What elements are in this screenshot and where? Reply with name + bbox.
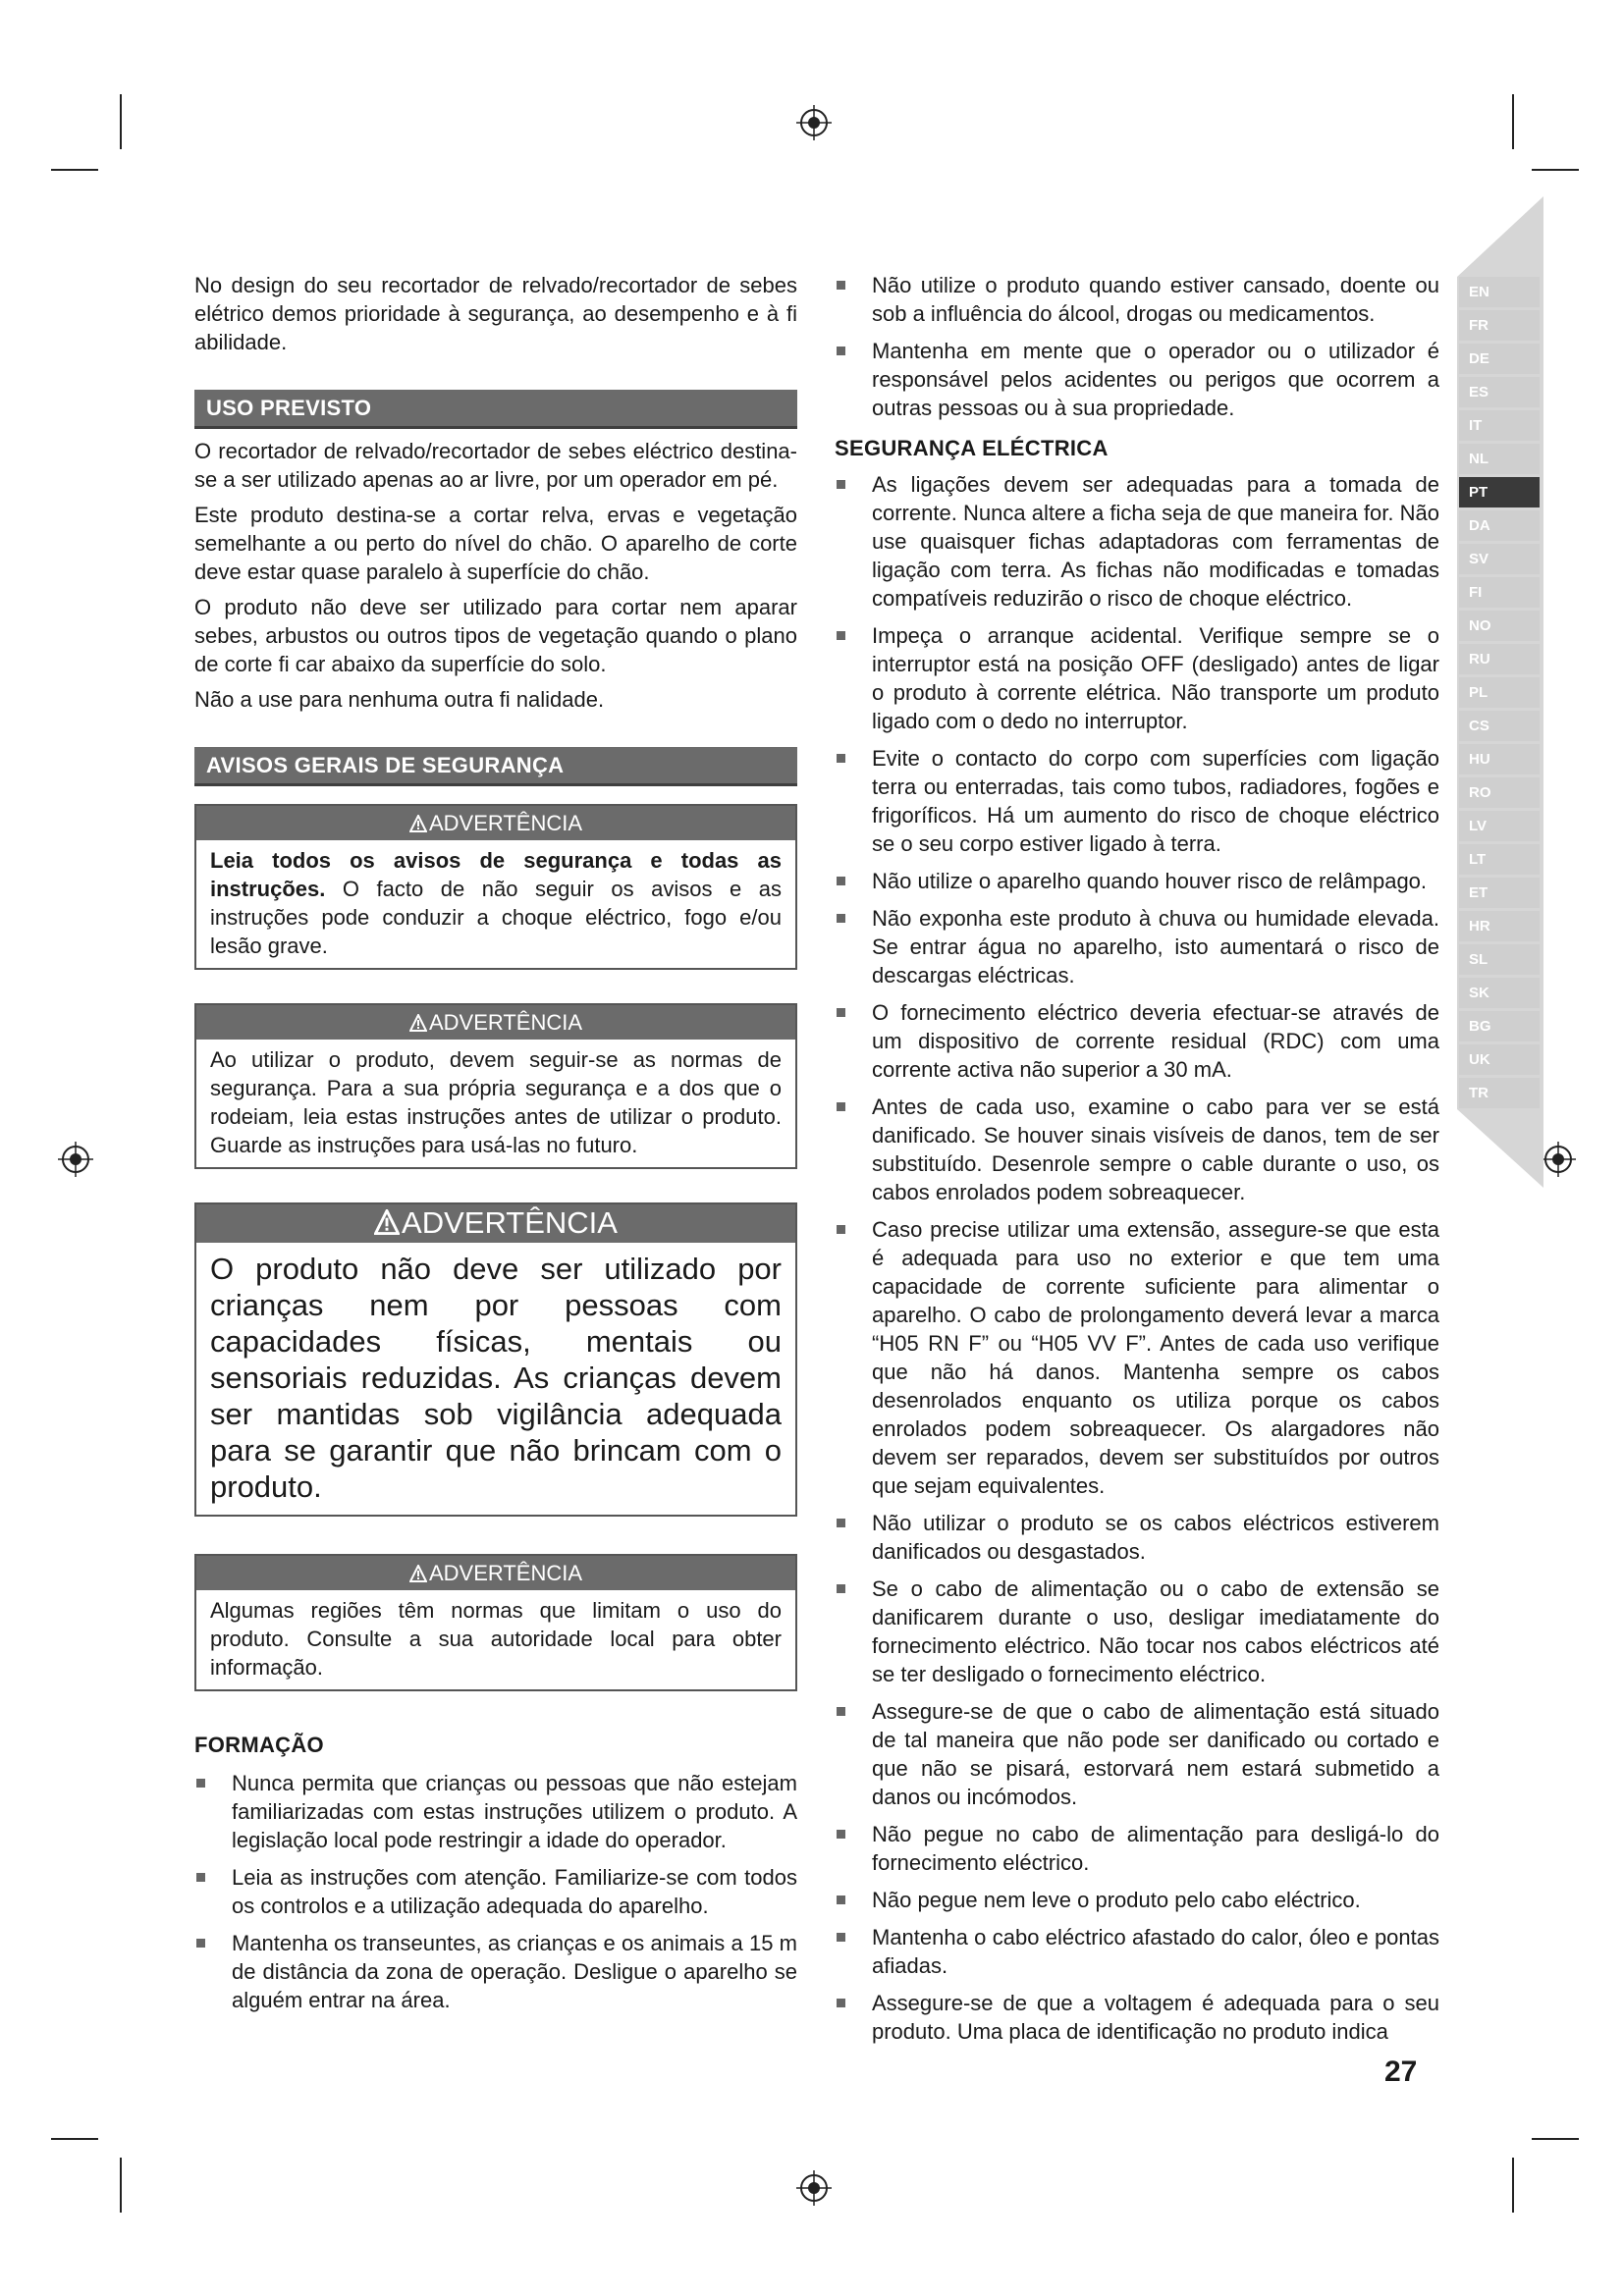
language-list [1459, 277, 1540, 1111]
list-item-text: Não pegue no cabo de alimentação para desligá-lo do fornecimento eléctrico. [872, 1822, 1439, 1875]
bullet-square-icon [837, 281, 845, 290]
list-item [835, 1509, 1439, 1566]
warning-triangle-icon [409, 1014, 427, 1032]
list-item [835, 470, 1439, 613]
list-item-text: Evite o contacto do corpo com superfícies com ligação terra ou enterradas, tais como tubos, radiadores, fogões e frigoríficos. Há um aumento do risco de choque eléctrico se o seu corpo estiver ligado à terra. [872, 746, 1439, 856]
bullet-square-icon [837, 1102, 845, 1111]
list-item [835, 337, 1439, 422]
language-tab-fi: FI [1459, 577, 1540, 608]
general-list [835, 271, 1439, 422]
bullet-square-icon [837, 877, 845, 885]
list-item-text: Não utilize o produto quando estiver cansado, doente ou sob a influência do álcool, drogas ou medicamentos. [872, 273, 1439, 326]
list-item [835, 998, 1439, 1084]
list-item-text: Assegure-se de que o cabo de alimentação está situado de tal maneira que não pode ser danificado ou cortado e que não se pisará, estorvará nem estará submetido a danos ou incómodos. [872, 1699, 1439, 1809]
list-item-text: Caso precise utilizar uma extensão, assegure-se que esta é adequada para uso no exterior e que tem uma capacidade de corrente suficiente para alimentar o aparelho. O cabo de prolongamento deverá levar a marca “H05 RN F” ou “H05 VV F”. Antes de cada uso verifique que não há danos. Mantenha sempre os cabos desenrolados enquanto os utiliza porque os cabos enrolados podem sobreaquecer. Os alargadores não devem ser reparados, devem ser substituídos por outros que sejam equivalentes. [872, 1217, 1439, 1498]
language-tab-da: DA [1459, 510, 1540, 541]
uso-previsto-p4: Não a use para nenhuma outra fi nalidade. [194, 687, 605, 712]
formacao-heading: FORMAÇÃO [194, 1733, 324, 1757]
warning-body: Ao utilizar o produto, devem seguir-se as normas de segurança. Para a sua própria segurança e a dos que o rodeiam, leia estas instruções antes de utilizar o produto. Guarde as instruções para usá-las no futuro. [210, 1047, 782, 1157]
crop-mark-tr-h [1532, 169, 1579, 171]
registration-mark-icon [57, 1141, 94, 1178]
language-tab-uk: UK [1459, 1044, 1540, 1075]
crop-mark-tl-v [120, 94, 122, 149]
language-tab-de: DE [1459, 344, 1540, 374]
bullet-square-icon [196, 1939, 205, 1948]
language-tab-sk: SK [1459, 978, 1540, 1008]
list-item [835, 867, 1439, 895]
warning-body: O produto não deve ser utilizado por crianças nem por pessoas com capacidades físicas, mentais ou sensoriais reduzidas. As crianças devem ser mantidas sob vigilância adequada para se garantir que não brincam com o produto. [210, 1252, 782, 1504]
bullet-square-icon [837, 1584, 845, 1593]
list-item [835, 904, 1439, 989]
crop-mark-tl-h [51, 169, 98, 171]
warning-header [196, 1556, 795, 1590]
warning-header [196, 1005, 795, 1040]
list-item-text: Não utilize o aparelho quando houver risco de relâmpago. [872, 869, 1428, 893]
language-tab-sv: SV [1459, 544, 1540, 574]
warning-header [196, 806, 795, 840]
warning-box-2 [194, 1003, 797, 1169]
bullet-square-icon [837, 1225, 845, 1234]
bullet-square-icon [837, 1933, 845, 1942]
list-item-text: Impeça o arranque acidental. Verifique sempre se o interruptor está na posição OFF (desligado) antes de ligar o produto à corrente elétrica. Não transporte um produto ligado com o dedo no interruptor. [872, 623, 1439, 733]
warning-triangle-icon [409, 815, 427, 832]
bullet-square-icon [837, 914, 845, 923]
list-item-text: Não utilizar o produto se os cabos eléctricos estiverem danificados ou desgastados. [872, 1511, 1439, 1564]
list-item-text: Nunca permita que crianças ou pessoas que não estejam familiarizadas com estas instruções utilizem o produto. A legislação local pode restringir a idade do operador. [232, 1771, 797, 1852]
language-tab-ro: RO [1459, 777, 1540, 808]
bullet-square-icon [837, 1519, 845, 1527]
language-tab-ru: RU [1459, 644, 1540, 674]
warning-body: Algumas regiões têm normas que limitam o uso do produto. Consulte a sua autoridade local para obter informação. [210, 1598, 782, 1680]
list-item [835, 744, 1439, 858]
language-tab-no: NO [1459, 611, 1540, 641]
list-item-text: Antes de cada uso, examine o cabo para ver se está danificado. Se houver sinais visíveis de danos, tem de ser substituído. Desenrole sempre o cable durante o uso, os cabos enrolados podem sobreaquecer. [872, 1095, 1439, 1204]
warning-title: ADVERTÊNCIA [428, 811, 583, 835]
list-item-text: O fornecimento eléctrico deveria efectuar-se através de um dispositivo de corrente residual (RDC) com uma corrente activa não superior a 30 mA. [872, 1000, 1439, 1082]
warning-text: O facto de não seguir os avisos e as instruções pode conduzir a choque eléctrico, fogo e/ou lesão grave. [210, 877, 782, 958]
bullet-square-icon [837, 480, 845, 489]
list-item [194, 1863, 797, 1920]
language-tab-lv: LV [1459, 811, 1540, 841]
uso-previsto-p1: O recortador de relvado/recortador de sebes eléctrico destina-se a ser utilizado apenas ao ar livre, por um operador em pé. [194, 439, 797, 492]
crop-mark-br-h [1532, 2138, 1579, 2140]
registration-mark-icon [795, 2169, 833, 2207]
language-tab-bg: BG [1459, 1011, 1540, 1041]
warning-box-1 [194, 804, 797, 970]
language-tab-nl: NL [1459, 444, 1540, 474]
formacao-list [194, 1769, 797, 2014]
language-tab-es: ES [1459, 377, 1540, 407]
warning-box-4 [194, 1554, 797, 1691]
crop-mark-bl-v [120, 2158, 122, 2213]
bullet-square-icon [837, 1896, 845, 1904]
language-tab-tr: TR [1459, 1078, 1540, 1108]
language-tab-it: IT [1459, 410, 1540, 441]
page-number: 27 [1384, 2056, 1418, 2088]
right-column [835, 271, 1439, 2055]
list-item [835, 1923, 1439, 1980]
registration-mark-icon [1540, 1141, 1577, 1178]
bullet-square-icon [837, 631, 845, 640]
list-item [835, 1575, 1439, 1688]
list-item-text: Mantenha em mente que o operador ou o utilizador é responsável pelos acidentes ou perigos que ocorrem a outras pessoas ou à sua propriedade. [872, 339, 1439, 420]
warning-triangle-icon [374, 1209, 400, 1235]
language-tab-fr: FR [1459, 310, 1540, 341]
language-tab-hr: HR [1459, 911, 1540, 941]
language-tab-lt: LT [1459, 844, 1540, 875]
bullet-square-icon [837, 347, 845, 355]
seguranca-electrica-heading: SEGURANÇA ELÉCTRICA [835, 436, 1109, 460]
list-item-text: Assegure-se de que a voltagem é adequada para o seu produto. Uma placa de identificação no produto indica [872, 1991, 1439, 2044]
list-item-text: Se o cabo de alimentação ou o cabo de extensão se danificarem durante o uso, desligar imediatamente do fornecimento eléctrico. Não tocar nos cabos eléctricos até se ter desligado o fornecimento eléctrico. [872, 1576, 1439, 1686]
avisos-gerais-heading: AVISOS GERAIS DE SEGURANÇA [194, 747, 797, 786]
registration-mark-icon [795, 104, 833, 141]
bullet-square-icon [196, 1779, 205, 1788]
language-tab-sl: SL [1459, 944, 1540, 975]
list-item-text: As ligações devem ser adequadas para a tomada de corrente. Nunca altere a ficha seja de que maneira for. Não use quaisquer fichas adaptadoras com ferramentas de ligação com terra. As fichas não modificadas e tomadas compatíveis reduzirão o risco de choque eléctrico. [872, 472, 1439, 611]
intro-paragraph: No design do seu recortador de relvado/recortador de sebes elétrico demos prioridade à segurança, ao desempenho e à fi abilidade. [194, 273, 797, 354]
warning-title: ADVERTÊNCIA [402, 1205, 618, 1240]
warning-bold-text: Leia todos os avisos de segurança e todas as instruções. [210, 848, 782, 901]
list-item [194, 1769, 797, 1854]
warning-triangle-icon [409, 1565, 427, 1582]
list-item-text: Não exponha este produto à chuva ou humidade elevada. Se entrar água no aparelho, isto aumentará o risco de descargas eléctricas. [872, 906, 1439, 988]
uso-previsto-p2: Este produto destina-se a cortar relva, ervas e vegetação semelhante a ou perto do nível do chão. O aparelho de corte deve estar quase paralelo à superfície do chão. [194, 503, 797, 584]
warning-body [196, 840, 795, 968]
warning-title: ADVERTÊNCIA [428, 1010, 583, 1035]
warning-title: ADVERTÊNCIA [428, 1561, 583, 1585]
list-item [194, 1929, 797, 2014]
language-tab-et: ET [1459, 878, 1540, 908]
list-item-text: Mantenha o cabo eléctrico afastado do calor, óleo e pontas afiadas. [872, 1925, 1439, 1978]
bullet-square-icon [196, 1873, 205, 1882]
seguranca-list [835, 470, 1439, 2046]
bullet-square-icon [837, 1999, 845, 2007]
warning-box-3 [194, 1202, 797, 1517]
bullet-square-icon [837, 1830, 845, 1839]
list-item [835, 1215, 1439, 1500]
uso-previsto-heading: USO PREVISTO [194, 390, 797, 429]
language-tab-hu: HU [1459, 744, 1540, 774]
list-item [835, 1820, 1439, 1877]
bullet-square-icon [837, 1707, 845, 1716]
crop-mark-tr-v [1512, 94, 1514, 149]
crop-mark-br-v [1512, 2158, 1514, 2213]
language-tab-en: EN [1459, 277, 1540, 307]
language-tab-pl: PL [1459, 677, 1540, 708]
uso-previsto-p3: O produto não deve ser utilizado para cortar nem aparar sebes, arbustos ou outros tipos de vegetação quando o plano de corte fi car abaixo da superfície do solo. [194, 595, 797, 676]
list-item [835, 1697, 1439, 1811]
list-item [835, 1093, 1439, 1206]
list-item [835, 271, 1439, 328]
bullet-square-icon [837, 1008, 845, 1017]
list-item-text: Mantenha os transeuntes, as crianças e os animais a 15 m de distância da zona de operação. Desligue o aparelho se alguém entrar na área. [232, 1931, 797, 2012]
language-tab-cs: CS [1459, 711, 1540, 741]
warning-header [196, 1204, 795, 1243]
language-tab-pt: PT [1459, 477, 1540, 507]
crop-mark-bl-h [51, 2138, 98, 2140]
left-column [194, 271, 797, 2023]
list-item-text: Não pegue nem leve o produto pelo cabo eléctrico. [872, 1888, 1361, 1912]
list-item-text: Leia as instruções com atenção. Familiarize-se com todos os controlos e a utilização adequada do aparelho. [232, 1865, 797, 1918]
list-item [835, 621, 1439, 735]
list-item [835, 1989, 1439, 2046]
list-item [835, 1886, 1439, 1914]
bullet-square-icon [837, 754, 845, 763]
